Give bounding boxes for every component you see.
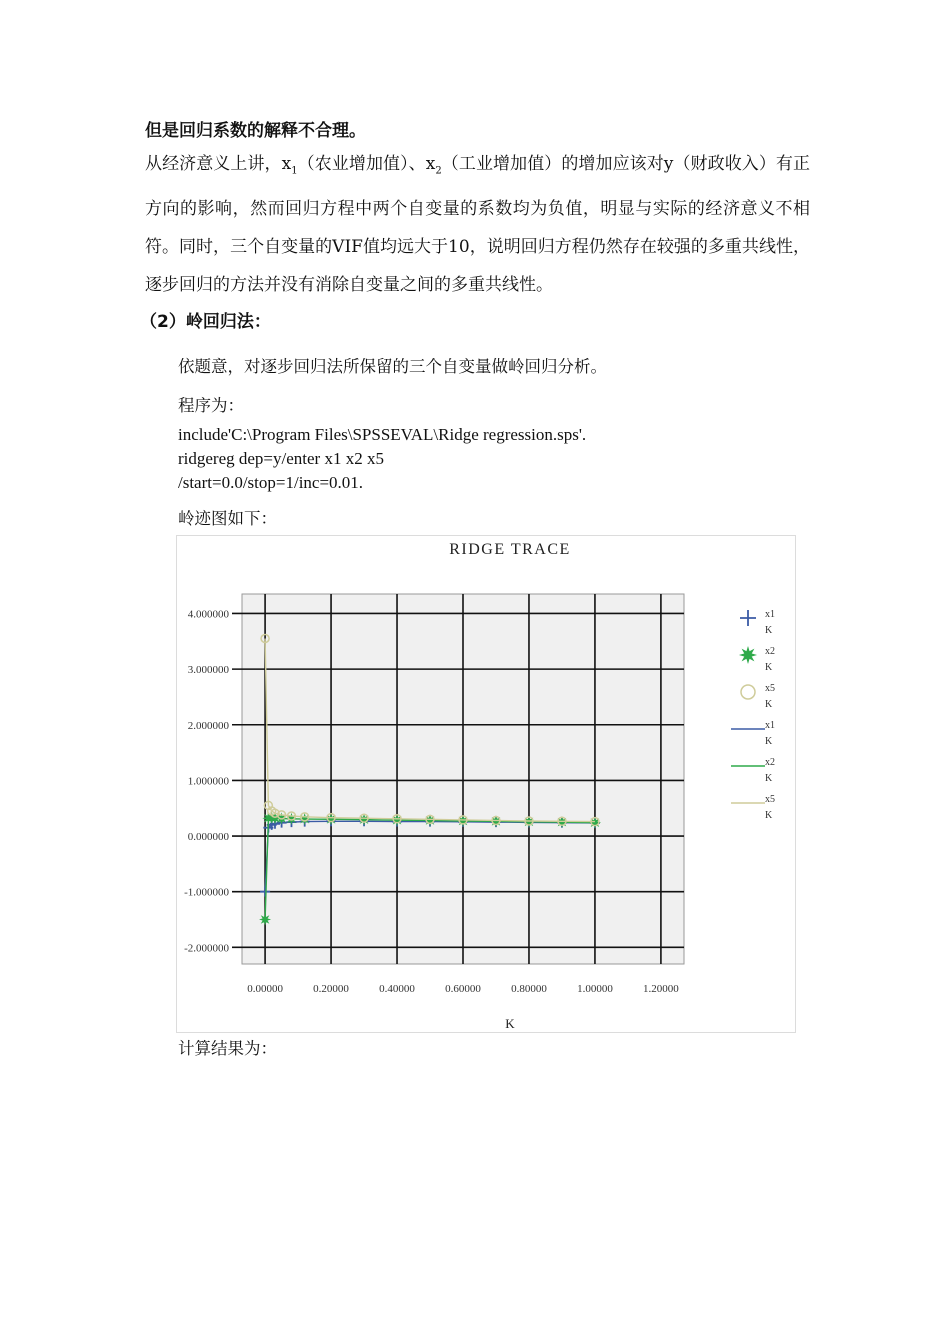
legend-symbol-x2 xyxy=(740,647,756,663)
legend-label: x2 xyxy=(765,757,775,768)
x-tick-label: 0.00000 xyxy=(247,983,283,995)
code-line-3: /start=0.0/stop=1/inc=0.01. xyxy=(178,473,364,492)
legend-symbol-x5 xyxy=(741,685,755,699)
program-label: 程序为： xyxy=(178,396,244,415)
x-tick-label: 0.80000 xyxy=(511,983,547,995)
legend-label: x1 xyxy=(765,720,775,731)
x-axis-label: K xyxy=(505,1016,515,1031)
legend-sublabel: K xyxy=(765,773,773,784)
x-tick-label: 0.60000 xyxy=(445,983,481,995)
point-x2 xyxy=(260,914,270,924)
chart-title: RIDGE TRACE xyxy=(449,541,571,558)
paragraph-interpretation xyxy=(145,145,810,304)
code-line-2: ridgereg dep=y/enter x1 x2 x5 xyxy=(178,449,384,468)
y-tick-label: -1.000000 xyxy=(184,886,229,899)
x-tick-label: 0.20000 xyxy=(313,983,349,995)
ridge-trace-svg xyxy=(177,536,795,1032)
para-subscript-2: 2 xyxy=(435,165,442,177)
section-heading: 但是回归系数的解释不合理。 xyxy=(145,121,366,141)
y-tick-label: 3.000000 xyxy=(187,664,229,677)
legend-sublabel: K xyxy=(765,699,773,710)
legend-symbol-x1 xyxy=(740,610,756,626)
code-line-1: include'C:\Program Files\SPSSEVAL\Ridge regression.sps'. xyxy=(178,425,587,444)
y-tick-label: 2.000000 xyxy=(187,719,229,732)
y-tick-label: 4.000000 xyxy=(187,608,229,621)
legend-label: x5 xyxy=(765,683,775,694)
legend-sublabel: K xyxy=(765,625,773,636)
legend-label: x5 xyxy=(765,794,775,805)
intro-line: 依题意，对逐步回归法所保留的三个自变量做岭回归分析。 xyxy=(178,357,607,376)
legend-sublabel: K xyxy=(765,736,773,747)
x-tick-label: 1.20000 xyxy=(643,983,679,995)
para-subscript-1: 1 xyxy=(291,165,298,177)
legend-sublabel: K xyxy=(765,810,773,821)
ridge-trace-chart xyxy=(176,535,796,1033)
x-tick-label: 0.40000 xyxy=(379,983,415,995)
y-tick-label: 0.000000 xyxy=(187,831,229,844)
trace-caption: 岭迹图如下： xyxy=(178,509,277,528)
para-text-2: （农业增加值）、x xyxy=(297,154,436,174)
results-label: 计算结果为： xyxy=(178,1039,277,1058)
legend-sublabel: K xyxy=(765,662,773,673)
y-tick-label: -2.000000 xyxy=(184,942,229,955)
y-tick-label: 1.000000 xyxy=(187,775,229,788)
legend-label: x2 xyxy=(765,646,775,657)
x-tick-label: 1.00000 xyxy=(577,983,613,995)
para-text-1: 从经济意义上讲，x xyxy=(145,154,292,174)
para-text-3: （工业增加值）的增加应该对y（财政收入）有正方向的影响，然而回归方程中两个自变量的系数均为负值，明显与实际的经济意义不相符。同时，三个自变量的VIF值均远大于10，说明回归方程仍然存在较强的多重共线性，逐步回归的方法并没有消除自变量之间的多重共线性。 xyxy=(145,154,811,296)
legend-label: x1 xyxy=(765,609,775,620)
ridge-heading: （2）岭回归法： xyxy=(140,312,271,332)
